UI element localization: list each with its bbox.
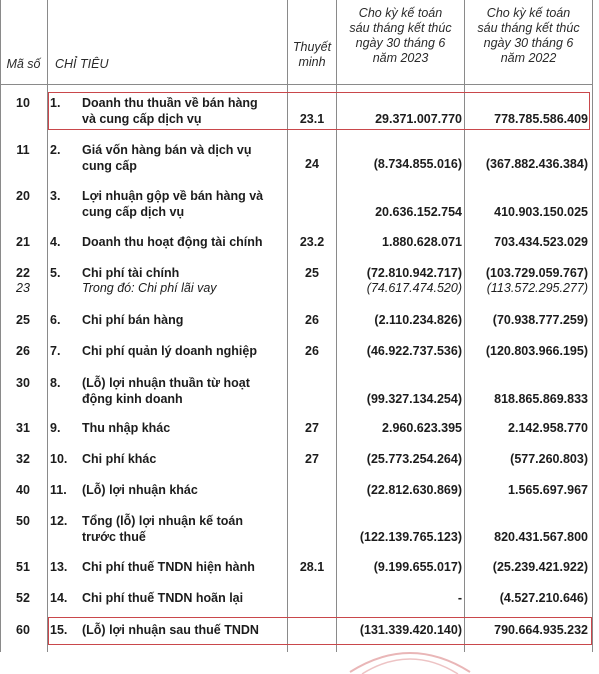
row-26-value-2023: (46.922.737.536) [366, 344, 462, 358]
row-10-code: 10 [16, 96, 30, 110]
row-31-note: 27 [305, 421, 319, 435]
row-30-value-2023: (99.327.134.254) [366, 392, 462, 406]
row-22-label: Chi phí tài chính [82, 266, 180, 280]
header-2023-line4: năm 2023 [372, 51, 429, 65]
row-31-label: Thu nhập khác [82, 421, 171, 435]
row-20-number: 3. [50, 189, 61, 203]
row-60-label: (Lỗ) lợi nhuận sau thuế TNDN [82, 623, 259, 637]
row-23-label: Trong đó: Chi phí lãi vay [82, 281, 217, 295]
header-2023-line3: ngày 30 tháng 6 [355, 36, 446, 50]
row-60-value-2023: (131.339.420.140) [359, 623, 462, 637]
row-22-value-2022: (103.729.059.767) [485, 266, 588, 280]
row-25-code: 25 [16, 313, 30, 327]
row-26-label: Chi phí quản lý doanh nghiệp [82, 344, 257, 358]
header-item: CHỈ TIÊU [55, 57, 109, 71]
row-52-label: Chi phí thuế TNDN hoãn lại [82, 591, 244, 605]
row-20-value-2023: 20.636.152.754 [375, 205, 462, 219]
row-11-value-2022: (367.882.436.384) [485, 157, 588, 171]
row-11-number: 2. [50, 143, 61, 157]
row-26-value-2022: (120.803.966.195) [485, 344, 588, 358]
row-32-code: 32 [16, 452, 30, 466]
row-26-code: 26 [16, 344, 30, 358]
row-52-value-2022: (4.527.210.646) [499, 591, 588, 605]
header-2022-line3: ngày 30 tháng 6 [483, 36, 574, 50]
row-52-code: 52 [16, 591, 30, 605]
row-25-label: Chi phí bán hàng [82, 313, 184, 327]
row-50-label-line2: trước thuế [82, 530, 146, 544]
row-50-number: 12. [50, 514, 68, 528]
highlight-box-net-result [48, 617, 592, 645]
row-40-code: 40 [16, 483, 30, 497]
row-31-value-2022: 2.142.958.770 [508, 421, 588, 435]
row-21-code: 21 [16, 235, 30, 249]
row-51-note: 28.1 [299, 560, 325, 574]
row-30-value-2022: 818.865.869.833 [494, 392, 588, 406]
row-11-code: 11 [16, 143, 30, 157]
header-2023-line1: Cho kỳ kế toán [358, 6, 443, 20]
row-22-code: 22 [16, 266, 30, 280]
header-2023-line2: sáu tháng kết thúc [349, 21, 452, 35]
row-40-value-2023: (22.812.630.869) [366, 483, 462, 497]
row-11-label-line2: cung cấp [82, 159, 137, 173]
row-52-value-2023: - [457, 591, 462, 605]
row-21-number: 4. [50, 235, 61, 249]
row-32-value-2022: (577.260.803) [510, 452, 588, 466]
row-25-note: 26 [305, 313, 319, 327]
row-40-number: 11. [50, 483, 67, 497]
row-60-value-2022: 790.664.935.232 [494, 623, 588, 637]
row-23-value-2023: (74.617.474.520) [366, 281, 462, 295]
row-30-label-line1: (Lỗ) lợi nhuận thuần từ hoạt [82, 376, 250, 390]
row-25-value-2022: (70.938.777.259) [492, 313, 588, 327]
company-stamp [340, 634, 480, 674]
row-32-value-2023: (25.773.254.264) [366, 452, 462, 466]
row-20-code: 20 [16, 189, 30, 203]
header-code: Mã số [6, 57, 41, 71]
row-20-label-line1: Lợi nhuận gộp về bán hàng và [82, 189, 264, 203]
row-21-label: Doanh thu hoạt động tài chính [82, 235, 263, 249]
row-31-value-2023: 2.960.623.395 [382, 421, 462, 435]
row-10-number: 1. [50, 96, 61, 110]
row-10-note: 23.1 [299, 112, 325, 126]
header-separator [0, 84, 592, 85]
table-right-border [592, 0, 593, 652]
header-note-line2: minh [298, 55, 326, 69]
row-21-note: 23.2 [299, 235, 325, 249]
row-25-value-2023: (2.110.234.826) [374, 313, 462, 327]
row-50-value-2023: (122.139.765.123) [359, 530, 462, 544]
row-32-note: 27 [305, 452, 319, 466]
row-40-label: (Lỗ) lợi nhuận khác [82, 483, 198, 497]
row-51-label: Chi phí thuế TNDN hiện hành [82, 560, 255, 574]
row-23-code: 23 [16, 281, 30, 295]
row-10-value-2022: 778.785.586.409 [494, 112, 588, 126]
row-25-number: 6. [50, 313, 61, 327]
row-50-label-line1: Tổng (lỗ) lợi nhuận kế toán [82, 514, 243, 528]
row-22-note: 25 [305, 266, 319, 280]
row-22-value-2023: (72.810.942.717) [366, 266, 462, 280]
row-26-note: 26 [305, 344, 319, 358]
header-2022-line1: Cho kỳ kế toán [486, 6, 571, 20]
row-30-number: 8. [50, 376, 61, 390]
row-26-number: 7. [50, 344, 61, 358]
highlight-box-revenue [48, 92, 590, 130]
row-52-number: 14. [50, 591, 68, 605]
row-11-note: 24 [305, 157, 319, 171]
row-21-value-2022: 703.434.523.029 [494, 235, 588, 249]
row-20-value-2022: 410.903.150.025 [494, 205, 588, 219]
row-50-value-2022: 820.431.567.800 [494, 530, 588, 544]
row-32-label: Chi phí khác [82, 452, 157, 466]
header-note-line1: Thuyết [292, 40, 332, 54]
row-11-label-line1: Giá vốn hàng bán và dịch vụ [82, 143, 252, 157]
row-31-number: 9. [50, 421, 61, 435]
header-2022-line4: năm 2022 [500, 51, 557, 65]
row-10-label-line2: và cung cấp dịch vụ [82, 112, 202, 126]
row-21-value-2023: 1.880.628.071 [382, 235, 462, 249]
row-22-number: 5. [50, 266, 61, 280]
row-10-value-2023: 29.371.007.770 [375, 112, 462, 126]
row-60-number: 15. [50, 623, 68, 637]
row-40-value-2022: 1.565.697.967 [508, 483, 588, 497]
row-10-label-line1: Doanh thu thuần về bán hàng [82, 96, 258, 110]
row-30-code: 30 [16, 376, 30, 390]
row-60-code: 60 [16, 623, 30, 637]
row-30-label-line2: động kinh doanh [82, 392, 183, 406]
row-23-value-2022: (113.572.295.277) [486, 281, 588, 295]
row-51-code: 51 [16, 560, 30, 574]
row-20-label-line2: cung cấp dịch vụ [82, 205, 185, 219]
row-51-number: 13. [50, 560, 68, 574]
row-50-code: 50 [16, 514, 30, 528]
row-51-value-2022: (25.239.421.922) [492, 560, 588, 574]
row-32-number: 10. [50, 452, 68, 466]
header-2022-line2: sáu tháng kết thúc [477, 21, 580, 35]
row-31-code: 31 [16, 421, 30, 435]
row-51-value-2023: (9.199.655.017) [373, 560, 462, 574]
row-11-value-2023: (8.734.855.016) [373, 157, 462, 171]
